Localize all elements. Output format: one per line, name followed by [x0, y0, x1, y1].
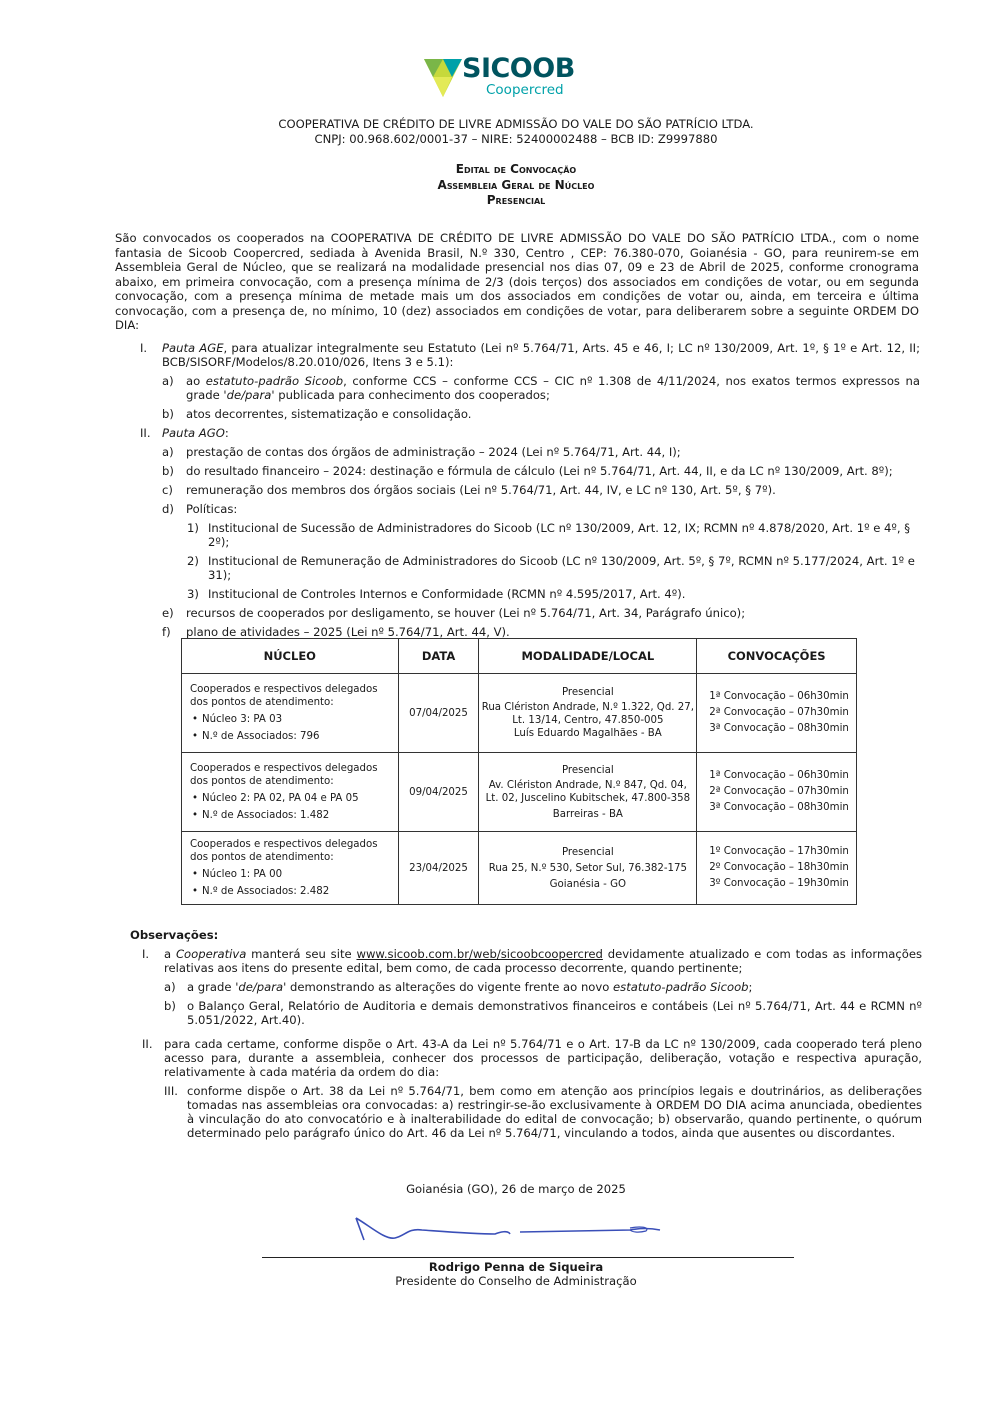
date-cell: 09/04/2025	[398, 753, 479, 832]
table-row	[182, 832, 857, 905]
agenda-ago-item-a	[115, 445, 920, 459]
agenda-ago-item-f	[115, 625, 920, 639]
text: Institucional de Remuneração de Administradores do Sicoob (LC nº 130/2009, Art. 5º, § 7º, RCMN nº 5.177/2024, Art. 1º e 31);	[208, 554, 915, 582]
text: ao	[186, 374, 206, 388]
agenda-ago-label: Pauta AGO	[162, 426, 225, 440]
agenda-age-text: , para atualizar integralmente seu Estatuto (Lei nº 5.764/71, Arts. 45 e 46, I; LC nº 130/2009, Art. 1º, § 1º e Art. 12, II; BCB/SISORF/Modelos/8.20.010/026, Itens 3 e 5.1):	[162, 341, 920, 369]
organization-header	[0, 117, 1000, 147]
text: para cada certame, conforme dispõe o Art. 43-A da Lei nº 5.764/71 e o Art. 17-B da LC nº 130/2009, cada cooperado terá pleno acesso para, durante a assembleia, conhecer dos processos de participação, deliberação, votação e respectiva apuração, relativamente à cada matéria da ordem do dia:	[164, 1037, 922, 1079]
text: a grade	[187, 980, 236, 994]
agenda-ago-item-d	[115, 502, 920, 516]
location-cell	[479, 674, 697, 753]
column-header: NÚCLEO	[182, 639, 399, 674]
text: demonstrando as alterações do vigente frente ao novo	[286, 980, 614, 994]
associates-count: • N.º de Associados: 2.482	[190, 885, 390, 898]
text: conforme dispõe o Art. 38 da Lei nº 5.764/71, bem como em atenção aos princípios legais e doutrinários, as deliberações tomadas nas assembleias ora convocadas: a) restringir-se-ão exclusivamente à ORDEM DO DIA acima anunciada, obedientes à vinculação do ato convocatório e à inalterabilidade do edital de convocação; b) observarão, quando pertinente, o quórum determinado pelo parágrafo único do Art. 46 da Lei nº 5.764/71, vinculando a todos, ainda que ausentes ou discordantes.	[187, 1084, 922, 1140]
text: Institucional de Sucessão de Administradores do Sicoob (LC nº 130/2009, Art. 12, IX; RCMN nº 4.878/2020, Art. 1º e 4º, § 2º);	[208, 521, 911, 549]
text: remuneração dos membros dos órgãos sociais (Lei nº 5.764/71, Art. 44, IV, e LC nº 130, Art. 5º, § 7º).	[186, 483, 776, 497]
text: ;	[748, 980, 753, 994]
location-cell	[479, 753, 697, 832]
title-line-1: Edital de Convocação	[455, 162, 577, 176]
calls-cell	[697, 753, 857, 832]
address-line: Barreiras - BA	[552, 808, 623, 820]
address-line: Lt. 13/14, Centro, 47.850-005	[512, 715, 664, 726]
call-time: 3ª Convocação – 08h30min	[709, 723, 849, 734]
emphasis: 'de/para'	[223, 388, 275, 402]
call-time: 3º Convocação – 19h30min	[709, 878, 849, 889]
nucleo-cell	[182, 674, 399, 753]
column-header: CONVOCAÇÕES	[697, 639, 857, 674]
website-link[interactable]: www.sicoob.com.br/web/sicoobcoopercred	[356, 947, 603, 961]
signatory-name: Rodrigo Penna de Siqueira	[428, 1260, 604, 1274]
list-marker: f)	[162, 625, 171, 639]
address-line: Goianésia - GO	[549, 878, 627, 890]
list-marker: I.	[140, 341, 148, 355]
signature-line	[262, 1257, 794, 1258]
date-cell: 07/04/2025	[398, 674, 479, 753]
list-marker: 2)	[187, 554, 199, 568]
nucleo-name: • Núcleo 2: PA 02, PA 04 e PA 05	[190, 792, 390, 805]
agenda-ago-item-e	[115, 606, 920, 620]
observations-heading: Observações:	[130, 928, 219, 942]
list-marker: a)	[164, 980, 176, 994]
logo-subtitle: Coopercred	[486, 82, 564, 98]
call-time: 2º Convocação – 18h30min	[709, 862, 849, 873]
text: , conforme CCS – conforme CCS – CIC nº 1.308 de 4/11/2024, nos exatos termos expressos na grade	[186, 374, 920, 402]
nucleo-intro: Cooperados e respectivos delegados dos pontos de atendimento:	[190, 763, 378, 787]
agenda-age-label: Pauta AGE	[162, 341, 224, 355]
schedule-table	[181, 638, 857, 905]
text: devidamente atualizado e com todas as informações relativas aos itens do presente edital, bem como, de cada processo decorrente, quando pertinente;	[164, 947, 922, 975]
column-header: DATA	[398, 639, 479, 674]
agenda-ago	[115, 426, 920, 440]
list-marker: a)	[162, 374, 174, 388]
intro-paragraph: São convocados os cooperados na COOPERATIVA DE CRÉDITO DE LIVRE ADMISSÃO DO VALE DO SÃO PATRÍCIO LTDA., com o nome fantasia de Sicoob Coopercred, sediada à Avenida Brasil, N.º 330, Centro , CEP: 76.380-070, Goianésia - GO, para reunirem-se em Assembleia Geral de Núcleo, que se realizará na modalidade presencial nos dias 07, 09 e 23 de Abril de 2025, conforme cronograma abaixo, em primeira convocação, com a presença mínima de 2/3 (dois terços) dos associados em condições de votar, ou em segunda convocação, com a presença mínima de metade mais um dos associados em condições de votar ou, ainda, em terceira e última convocação, com a presença de, no mínimo, 10 (dez) associados em condições de votar, para deliberarem sobre a seguinte ORDEM DO DIA:	[115, 231, 919, 332]
text: manterá seu site	[246, 947, 357, 961]
associates-count: • N.º de Associados: 1.482	[190, 809, 390, 822]
agenda-ago-item-c	[115, 483, 920, 497]
handwritten-signature	[350, 1212, 680, 1257]
list-marker: e)	[162, 606, 174, 620]
nucleo-intro: Cooperados e respectivos delegados dos pontos de atendimento:	[190, 684, 378, 708]
list-marker: II.	[142, 1037, 153, 1051]
calls-cell	[697, 832, 857, 905]
place-date: Goianésia (GO), 26 de março de 2025	[406, 1182, 626, 1196]
policy-item-1	[115, 521, 920, 549]
list-marker: d)	[162, 502, 174, 516]
list-marker: I.	[142, 947, 150, 961]
observation-ii	[130, 1037, 922, 1079]
policy-item-2	[115, 554, 920, 582]
text: atos decorrentes, sistematização e consolidação.	[186, 407, 472, 421]
title-line-2: Assembleia Geral de Núcleo	[437, 177, 595, 192]
address-line: Av. Clériston Andrade, N.º 847, Qd. 04,	[488, 779, 687, 791]
call-time: 1ª Convocação – 06h30min	[709, 770, 849, 781]
emphasis: Cooperativa	[175, 947, 247, 961]
list-marker: III.	[164, 1084, 178, 1098]
observation-iii	[130, 1084, 922, 1140]
text: :	[224, 426, 229, 440]
emphasis: estatuto-padrão Sicoob	[205, 374, 344, 388]
table-row	[182, 674, 857, 753]
list-marker: a)	[162, 445, 174, 459]
agenda-age-item-b	[115, 407, 920, 421]
call-time: 2ª Convocação – 07h30min	[709, 707, 849, 718]
address-line: Rua Clériston Andrade, N.º 1.322, Qd. 27,	[481, 702, 694, 713]
list-marker: II.	[140, 426, 151, 440]
sicoob-logo	[422, 55, 582, 101]
logo-name: SICOOB	[462, 53, 575, 84]
modality: Presencial	[561, 764, 614, 776]
text: a	[164, 947, 176, 961]
policy-item-3	[115, 587, 920, 601]
text: plano de atividades – 2025 (Lei nº 5.764/71, Art. 44, V).	[186, 625, 510, 639]
list-marker: 3)	[187, 587, 199, 601]
calls-cell	[697, 674, 857, 753]
call-time: 2ª Convocação – 07h30min	[709, 786, 849, 797]
sicoob-logo-icon	[422, 57, 464, 99]
date-cell: 23/04/2025	[398, 832, 479, 905]
nucleo-intro: Cooperados e respectivos delegados dos pontos de atendimento:	[190, 839, 378, 863]
text: recursos de cooperados por desligamento, se houver (Lei nº 5.764/71, Art. 34, Parágrafo único);	[186, 606, 746, 620]
call-time: 1º Convocação – 17h30min	[709, 846, 849, 857]
text: publicada para conhecimento dos cooperados;	[274, 388, 550, 402]
table-row	[182, 753, 857, 832]
modality: Presencial	[561, 846, 614, 858]
agenda-age-item-a	[115, 374, 920, 402]
organization-name: COOPERATIVA DE CRÉDITO DE LIVRE ADMISSÃO DO VALE DO SÃO PATRÍCIO LTDA.	[278, 117, 754, 131]
text: o Balanço Geral, Relatório de Auditoria e demais demonstrativos financeiros e contábeis (Lei nº 5.764/71, Art. 44 e RCMN nº 5.051/2022, Art.40).	[187, 999, 922, 1027]
text: Institucional de Controles Internos e Conformidade (RCMN nº 4.595/2017, Art. 4º).	[208, 587, 686, 601]
nucleo-name: • Núcleo 3: PA 03	[190, 713, 390, 726]
agenda-age	[115, 341, 920, 369]
address-line: Rua 25, N.º 530, Setor Sul, 76.382-175	[488, 862, 687, 874]
list-marker: b)	[164, 999, 176, 1013]
text: Políticas:	[186, 502, 238, 516]
call-time: 1ª Convocação – 06h30min	[709, 691, 849, 702]
emphasis: 'de/para'	[235, 980, 287, 994]
table-header-row	[182, 639, 857, 674]
list-marker: 1)	[187, 521, 199, 535]
associates-count: • N.º de Associados: 796	[190, 730, 390, 743]
title-line-3: Presencial	[486, 193, 546, 207]
address-line: Lt. 02, Juscelino Kubitschek, 47.800-358	[485, 792, 691, 804]
address-line: Luís Eduardo Magalhães - BA	[513, 728, 662, 739]
emphasis: estatuto-padrão Sicoob	[613, 980, 749, 994]
text: prestação de contas dos órgãos de administração – 2024 (Lei nº 5.764/71, Art. 44, I);	[186, 445, 681, 459]
call-time: 3ª Convocação – 08h30min	[709, 802, 849, 813]
observations-section	[130, 928, 922, 1145]
text: do resultado financeiro – 2024: destinação e fórmula de cálculo (Lei nº 5.764/71, Art. 44, II, e da LC nº 130/2009, Art. 8º);	[186, 464, 893, 478]
nucleo-cell	[182, 753, 399, 832]
nucleo-cell	[182, 832, 399, 905]
list-marker: b)	[162, 464, 174, 478]
document-title	[0, 162, 1000, 209]
list-marker: b)	[162, 407, 174, 421]
organization-ids: CNPJ: 00.968.602/0001-37 – NIRE: 52400002488 – BCB ID: Z9997880	[314, 132, 718, 146]
agenda-ago-item-b	[115, 464, 920, 478]
list-marker: c)	[162, 483, 173, 497]
modality: Presencial	[561, 687, 614, 698]
location-cell	[479, 832, 697, 905]
observation-i-b	[130, 999, 922, 1027]
column-header: MODALIDADE/LOCAL	[479, 639, 697, 674]
agenda-list	[115, 341, 920, 644]
signatory-role: Presidente do Conselho de Administração	[395, 1274, 637, 1288]
nucleo-name: • Núcleo 1: PA 00	[190, 868, 390, 881]
observation-i	[130, 947, 922, 975]
observation-i-a	[130, 980, 922, 994]
